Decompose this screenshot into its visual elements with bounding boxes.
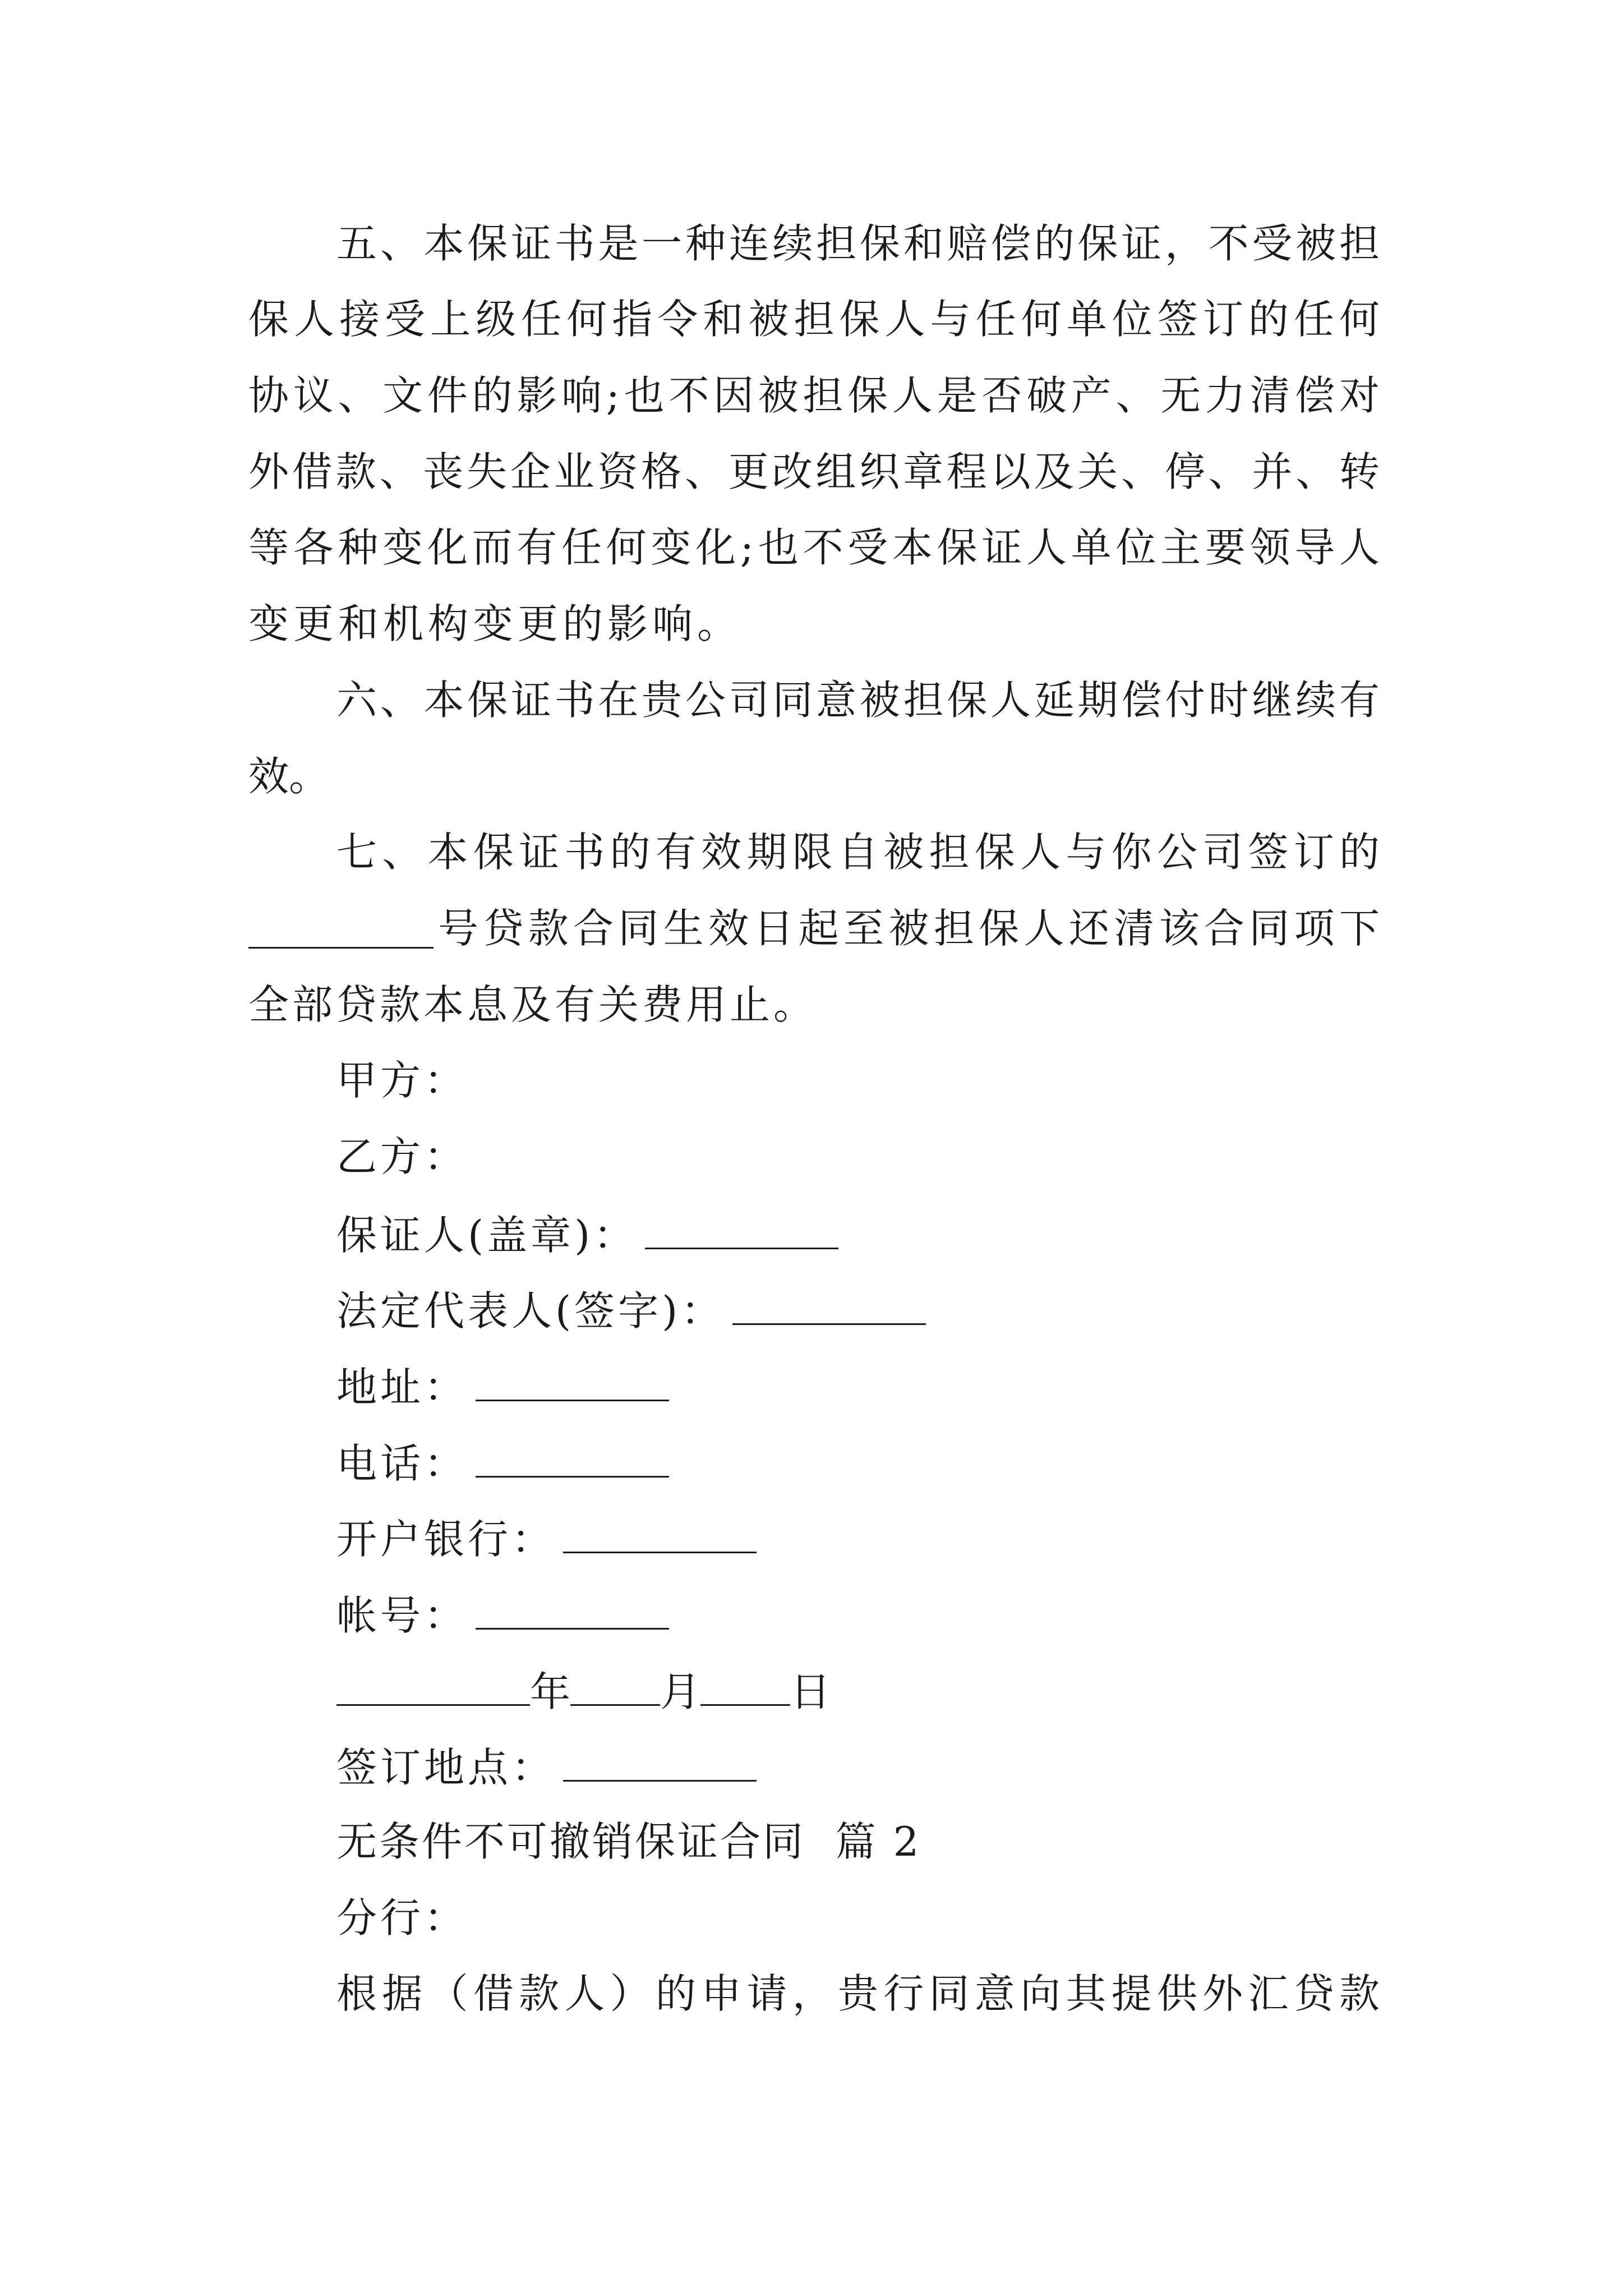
clause5-text: 保人接受上级任何指令和被担保人与任何单位签订的任何 xyxy=(248,296,1380,343)
clause6-line-1 xyxy=(336,677,1380,724)
address-label: 地址： xyxy=(336,1364,468,1411)
guarantor-seal-blank[interactable] xyxy=(645,1213,838,1249)
phone-blank[interactable] xyxy=(476,1441,669,1478)
clause5-text: 五、本保证书是一种连续担保和赔偿的保证，不受被担 xyxy=(336,220,1380,267)
sign-place-label: 签订地点： xyxy=(336,1744,556,1791)
address-blank[interactable] xyxy=(476,1365,669,1401)
day-blank[interactable] xyxy=(700,1669,790,1706)
bank-label: 开户银行： xyxy=(336,1516,556,1563)
party-a-label: 甲方： xyxy=(336,1057,468,1104)
clause7-line-2 xyxy=(248,905,1380,952)
sign-place-line xyxy=(336,1744,757,1791)
clause5-text: 等各种变化而有任何变化;也不受本保证人单位主要领导人 xyxy=(248,524,1380,571)
contract-number-blank[interactable] xyxy=(248,912,434,949)
year-blank[interactable] xyxy=(336,1669,530,1706)
party-a-line xyxy=(336,1057,468,1104)
phone-line xyxy=(336,1440,669,1487)
guarantor-seal-line xyxy=(336,1212,838,1259)
clause6-line-2 xyxy=(248,753,330,800)
account-line xyxy=(336,1592,669,1639)
year-label: 年 xyxy=(530,1668,571,1715)
sign-place-blank[interactable] xyxy=(563,1745,757,1782)
guarantor-seal-label: 保证人(盖章)： xyxy=(336,1212,638,1259)
month-blank[interactable] xyxy=(570,1669,660,1706)
clause5-line-3 xyxy=(248,372,1380,419)
section2-title-line xyxy=(336,1818,921,1865)
day-label: 日 xyxy=(790,1668,831,1715)
clause7-line-3 xyxy=(248,981,818,1028)
clause5-text: 变更和机构变更的影响。 xyxy=(248,600,743,647)
clause5-line-4 xyxy=(248,448,1380,495)
clause7-text: 号贷款合同生效日起至被担保人还清该合同项下 xyxy=(438,905,1380,952)
section2-salutation: 分行： xyxy=(336,1894,468,1941)
account-blank[interactable] xyxy=(476,1593,669,1630)
clause5-line-5 xyxy=(248,524,1380,571)
party-b-line xyxy=(336,1133,468,1180)
address-line xyxy=(336,1364,669,1411)
section2-body-text: 根据（借款人）的申请，贵行同意向其提供外汇贷款 xyxy=(336,1970,1380,2017)
bank-line xyxy=(336,1516,757,1563)
legal-rep-blank[interactable] xyxy=(732,1289,926,1325)
phone-label: 电话： xyxy=(336,1440,468,1487)
clause6-text: 六、本保证书在贵公司同意被担保人延期偿付时继续有 xyxy=(336,677,1380,724)
party-b-label: 乙方： xyxy=(336,1133,468,1180)
legal-rep-line xyxy=(336,1287,926,1335)
legal-rep-label: 法定代表人(签字)： xyxy=(336,1287,725,1335)
clause5-line-6 xyxy=(248,600,743,647)
month-label: 月 xyxy=(660,1668,701,1715)
clause5-text: 外借款、丧失企业资格、更改组织章程以及关、停、并、转 xyxy=(248,448,1380,495)
date-line xyxy=(336,1668,831,1715)
section2-title: 无条件不可撤销保证合同 篇 2 xyxy=(336,1818,921,1865)
clause5-text: 协议、文件的影响;也不因被担保人是否破产、无力清偿对 xyxy=(248,372,1380,419)
clause6-text: 效。 xyxy=(248,753,330,800)
clause7-text: 七、本保证书的有效期限自被担保人与你公司签订的 xyxy=(336,829,1380,876)
section2-body-line-1 xyxy=(336,1970,1380,2017)
clause5-line-1 xyxy=(336,220,1380,267)
clause5-line-2 xyxy=(248,296,1380,343)
clause7-line-1 xyxy=(336,829,1380,876)
bank-blank[interactable] xyxy=(563,1517,757,1553)
clause7-text: 全部贷款本息及有关费用止。 xyxy=(248,981,818,1028)
account-label: 帐号： xyxy=(336,1592,468,1639)
section2-salutation-line xyxy=(336,1894,468,1941)
